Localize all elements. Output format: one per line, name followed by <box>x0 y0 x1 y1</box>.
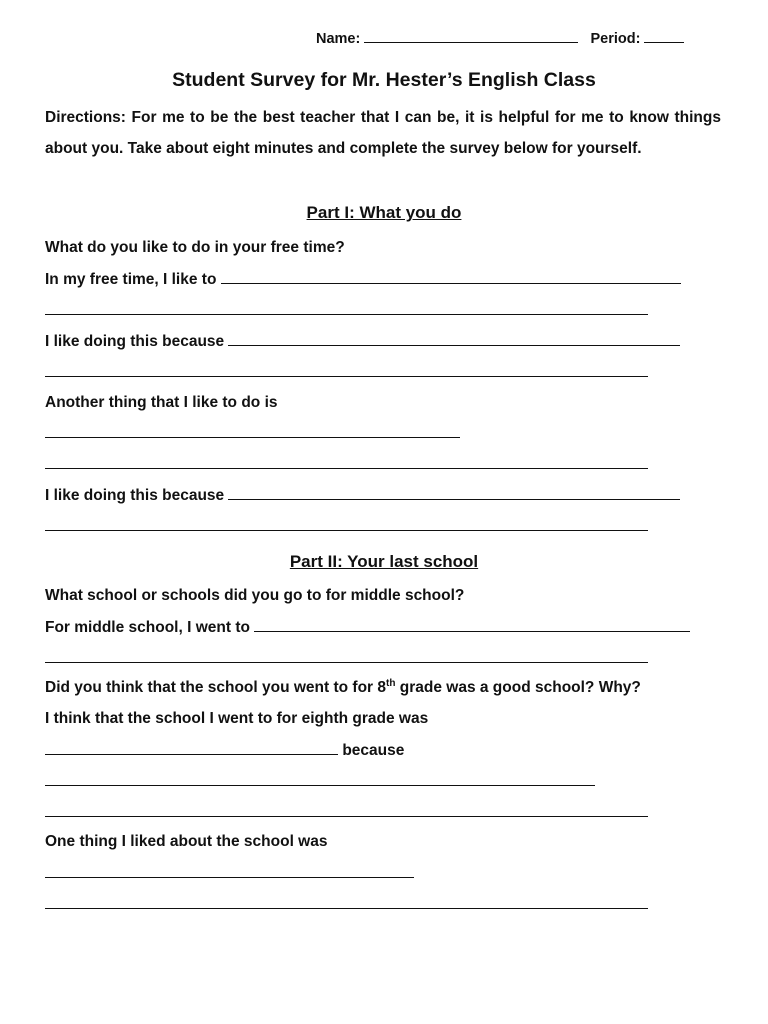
because-row-1 <box>45 331 680 352</box>
liked-prompt: One thing I liked about the school was <box>45 833 328 850</box>
middle-school-answer-row <box>45 617 690 638</box>
eighth-grade-reason-line-1[interactable] <box>45 785 595 786</box>
q2-text-after: grade was a good school? Why? <box>395 679 641 696</box>
question-middle-school: What school or schools did you go to for middle school? <box>45 587 465 604</box>
directions-text: Directions: For me to be the best teacher that I can be, it is helpful for me to know things about you. Take about eight minutes and complete the survey below for yourself. <box>45 109 721 157</box>
eighth-grade-field[interactable] <box>45 740 338 755</box>
another-thing-field-line-2[interactable] <box>45 468 648 469</box>
eighth-grade-prompt: I think that the school I went to for eighth grade was <box>45 710 429 727</box>
liked-field-line-2[interactable] <box>45 908 648 909</box>
middle-school-field-line-2[interactable] <box>45 662 648 663</box>
free-time-field[interactable] <box>221 269 681 284</box>
middle-school-field[interactable] <box>254 617 690 632</box>
page-title: Student Survey for Mr. Hester’s English Class <box>172 69 596 91</box>
q2-text-before: Did you think that the school you went to for 8 <box>45 679 386 696</box>
because-field-2[interactable] <box>228 485 680 500</box>
period-field[interactable] <box>644 30 684 43</box>
name-field[interactable] <box>364 30 578 43</box>
liked-field[interactable] <box>45 877 414 878</box>
because-field-1[interactable] <box>228 331 680 346</box>
because-field-2-line-2[interactable] <box>45 530 648 531</box>
question-eighth-grade <box>45 678 641 698</box>
eighth-grade-answer-row <box>45 740 404 761</box>
question-free-time: What do you like to do in your free time? <box>45 239 345 256</box>
middle-school-prompt: For middle school, I went to <box>45 619 250 636</box>
period-label: Period: <box>590 31 641 47</box>
free-time-prompt: In my free time, I like to <box>45 271 217 288</box>
eighth-grade-reason-line-2[interactable] <box>45 816 648 817</box>
q2-superscript: th <box>386 677 396 689</box>
name-period-header <box>316 29 684 49</box>
because-row-2 <box>45 485 680 506</box>
part1-heading: Part I: What you do <box>306 203 462 222</box>
part2-heading: Part II: Your last school <box>289 552 479 571</box>
name-label: Name: <box>316 31 361 47</box>
another-thing-field[interactable] <box>45 437 460 438</box>
another-thing-prompt: Another thing that I like to do is <box>45 394 278 411</box>
because-field-1-line-2[interactable] <box>45 376 648 377</box>
free-time-field-line-2[interactable] <box>45 314 648 315</box>
because-prompt-2: I like doing this because <box>45 487 225 504</box>
because-word: because <box>342 742 405 759</box>
free-time-answer-row <box>45 269 681 290</box>
because-prompt-1: I like doing this because <box>45 333 225 350</box>
